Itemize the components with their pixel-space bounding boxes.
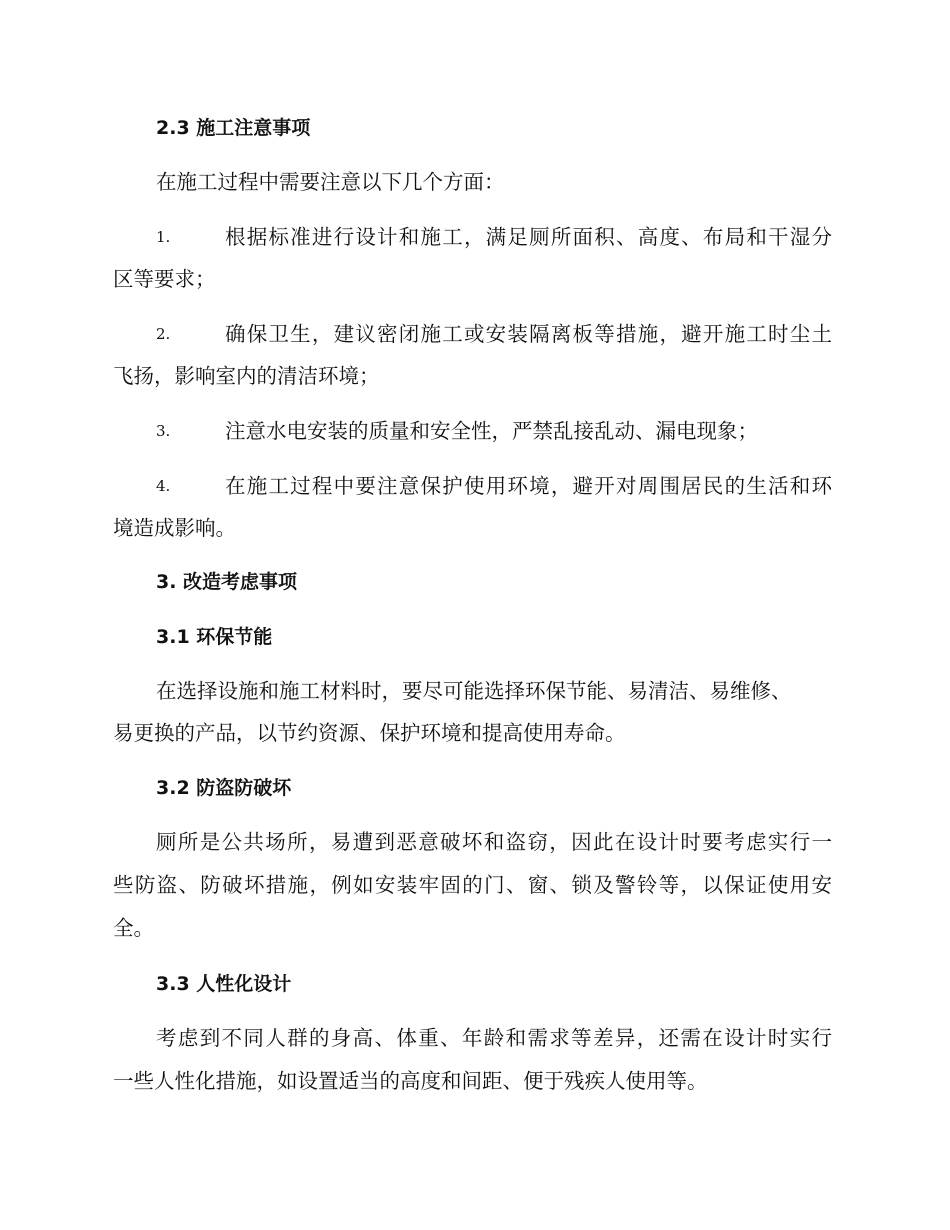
section-heading-3-2: 3.2 防盗防破坏	[156, 777, 292, 799]
paragraph-3-1-line-2: 易更换的产品，以节约资源、保护环境和提高使用寿命。	[113, 721, 626, 745]
paragraph-3-3-line-2: 一些人性化措施，如设置适当的高度和间距、便于残疾人使用等。	[113, 1069, 708, 1093]
list-item-2-line-2: 飞扬，影响室内的清洁环境；	[113, 364, 380, 388]
paragraph-3-2-line-2: 些防盗、防破坏措施，例如安装牢固的门、窗、锁及警铃等，以保证使用安	[113, 873, 832, 897]
paragraph-3-2-line-3: 全。	[113, 916, 154, 940]
list-item-number-3: 3.	[156, 422, 171, 440]
list-item-number-1: 1.	[156, 228, 171, 246]
list-item-2-line-1: 确保卫生，建议密闭施工或安装隔离板等措施，避开施工时尘土	[225, 322, 832, 346]
list-item-4-line-2: 境造成影响。	[113, 516, 236, 540]
section-heading-2-3: 2.3 施工注意事项	[156, 117, 311, 139]
list-item-3-line-1: 注意水电安装的质量和安全性，严禁乱接乱动、漏电现象；	[225, 419, 758, 443]
paragraph-3-2-line-1: 厕所是公共场所，易遭到恶意破坏和盗窃，因此在设计时要考虑实行一	[156, 830, 832, 854]
list-item-number-4: 4.	[156, 477, 171, 495]
section-heading-3-1: 3.1 环保节能	[156, 626, 273, 648]
list-item-1-line-2: 区等要求；	[113, 267, 216, 291]
paragraph-3-3-line-1: 考虑到不同人群的身高、体重、年龄和需求等差异，还需在设计时实行	[156, 1026, 832, 1050]
intro-paragraph: 在施工过程中需要注意以下几个方面：	[156, 170, 505, 194]
list-item-1-line-1: 根据标准进行设计和施工，满足厕所面积、高度、布局和干湿分	[225, 225, 832, 249]
section-heading-3: 3. 改造考虑事项	[156, 571, 298, 593]
section-heading-3-3: 3.3 人性化设计	[156, 973, 292, 995]
list-item-4-line-1: 在施工过程中要注意保护使用环境，避开对周围居民的生活和环	[225, 474, 832, 498]
list-item-number-2: 2.	[156, 325, 171, 343]
paragraph-3-1-line-1: 在选择设施和施工材料时，要尽可能选择环保节能、易清洁、易维修、	[156, 679, 792, 703]
